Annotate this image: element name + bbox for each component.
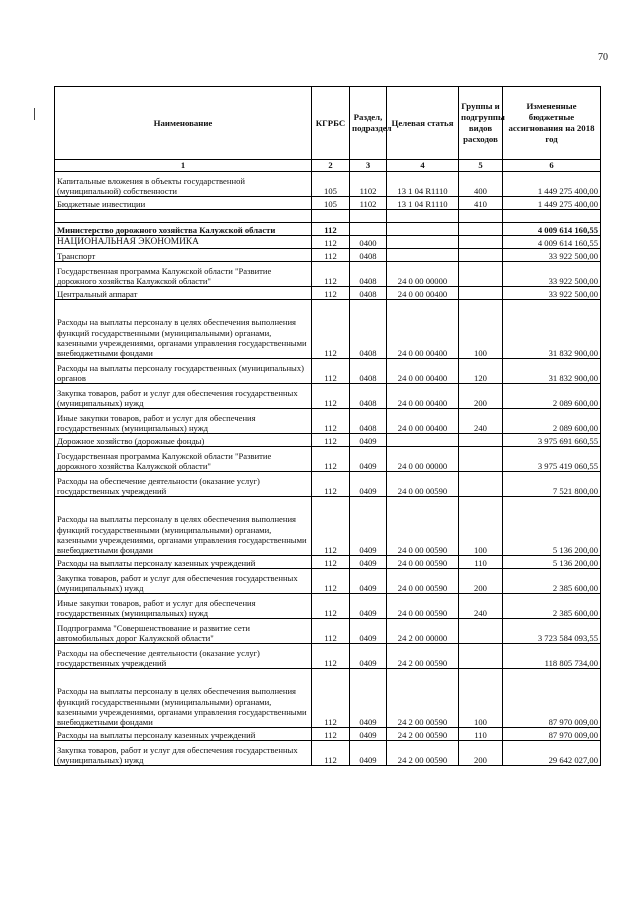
cell-name: Закупка товаров, работ и услуг для обеспечения государственных (муниципальных) нужд <box>55 384 312 409</box>
cell-type <box>459 262 503 287</box>
cell-kgrbs: 112 <box>312 447 350 472</box>
cell-kgrbs: 112 <box>312 236 350 249</box>
cell-sum: 31 832 900,00 <box>503 300 601 359</box>
cell-kgrbs: 105 <box>312 197 350 210</box>
cell-section: 0409 <box>350 447 387 472</box>
cell-name: Государственная программа Калужской области "Развитие дорожного хозяйства Калужской области" <box>55 262 312 287</box>
cell-sum: 87 970 009,00 <box>503 669 601 728</box>
cell-kgrbs: 112 <box>312 497 350 556</box>
cell-name: Капитальные вложения в объекты государственной (муниципальной) собственности <box>55 172 312 197</box>
cell-section: 0409 <box>350 669 387 728</box>
cell-sum: 29 642 027,00 <box>503 741 601 766</box>
cell-type: 100 <box>459 669 503 728</box>
table-row <box>55 644 601 669</box>
col-number: 5 <box>459 160 503 172</box>
cell-article <box>387 236 459 249</box>
cell-name: Закупка товаров, работ и услуг для обеспечения государственных (муниципальных) нужд <box>55 741 312 766</box>
cell-section: 0408 <box>350 262 387 287</box>
table-row <box>55 249 601 262</box>
cell-kgrbs: 112 <box>312 262 350 287</box>
cell-sum: 2 385 600,00 <box>503 594 601 619</box>
cell-name: Расходы на выплаты персоналу казенных учреждений <box>55 728 312 741</box>
header-allocations: Измененные бюджетные ассигнования на 2018 год <box>503 87 601 160</box>
cell-sum: 118 805 734,00 <box>503 644 601 669</box>
cell-name: Расходы на выплаты персоналу в целях обеспечения выполнения функций государственными (муниципальными) органами, казенными учреждениями, органами управления государственными внебюджетными фондами <box>55 669 312 728</box>
table-row <box>55 741 601 766</box>
cell-type: 100 <box>459 300 503 359</box>
cell-section: 0408 <box>350 384 387 409</box>
cell-sum: 3 975 419 060,55 <box>503 447 601 472</box>
cell-section: 0408 <box>350 287 387 300</box>
cell-article: 24 0 00 00400 <box>387 359 459 384</box>
cell-type <box>459 223 503 236</box>
cell-name: Подпрограмма "Совершенствование и развитие сети автомобильных дорог Калужской области" <box>55 619 312 644</box>
cell-type: 200 <box>459 741 503 766</box>
cell-article <box>387 434 459 447</box>
cell-section: 0409 <box>350 472 387 497</box>
table-row <box>55 447 601 472</box>
cell-sum: 31 832 900,00 <box>503 359 601 384</box>
cell-kgrbs: 112 <box>312 249 350 262</box>
cell-name: Расходы на выплаты персоналу в целях обеспечения выполнения функций государственными (муниципальными) органами, казенными учреждениями, органами управления государственными внебюджетными фондами <box>55 497 312 556</box>
cell-type: 200 <box>459 384 503 409</box>
header-name: Наименование <box>55 87 312 160</box>
table-row <box>55 262 601 287</box>
cell-section: 0408 <box>350 300 387 359</box>
cell-article: 24 2 00 00590 <box>387 669 459 728</box>
table-row <box>55 569 601 594</box>
table-row <box>55 409 601 434</box>
cell-article: 24 2 00 00590 <box>387 728 459 741</box>
cell-kgrbs: 112 <box>312 300 350 359</box>
cell-type: 200 <box>459 569 503 594</box>
cell-kgrbs: 112 <box>312 556 350 569</box>
cell-type <box>459 434 503 447</box>
col-number: 1 <box>55 160 312 172</box>
cell-name <box>55 210 312 223</box>
cell-type: 120 <box>459 359 503 384</box>
cell-sum: 87 970 009,00 <box>503 728 601 741</box>
cell-section: 0409 <box>350 434 387 447</box>
cell-article <box>387 223 459 236</box>
cell-name: Дорожное хозяйство (дорожные фонды) <box>55 434 312 447</box>
cell-section: 0409 <box>350 556 387 569</box>
cell-section: 0409 <box>350 594 387 619</box>
cell-sum <box>503 210 601 223</box>
cell-section: 0408 <box>350 359 387 384</box>
cell-type <box>459 447 503 472</box>
page-number: 70 <box>598 52 608 63</box>
cell-type <box>459 644 503 669</box>
cell-article: 24 0 00 00590 <box>387 594 459 619</box>
col-number: 4 <box>387 160 459 172</box>
table-row <box>55 223 601 236</box>
column-number-row <box>55 160 601 172</box>
col-number: 3 <box>350 160 387 172</box>
table-row <box>55 384 601 409</box>
cell-kgrbs: 112 <box>312 669 350 728</box>
cell-name: Расходы на выплаты персоналу в целях обеспечения выполнения функций государственными (муниципальными) органами, казенными учреждениями, органами управления государственными внебюджетными фондами <box>55 300 312 359</box>
cell-kgrbs: 112 <box>312 569 350 594</box>
cell-name: Расходы на выплаты персоналу казенных учреждений <box>55 556 312 569</box>
header-kgrbs: КГРБС <box>312 87 350 160</box>
cell-type <box>459 210 503 223</box>
cell-section: 0409 <box>350 728 387 741</box>
cell-sum: 1 449 275 400,00 <box>503 197 601 210</box>
cell-name: Министерство дорожного хозяйства Калужской области <box>55 223 312 236</box>
cell-article: 24 0 00 00000 <box>387 262 459 287</box>
cell-kgrbs: 112 <box>312 741 350 766</box>
cell-sum: 3 723 584 093,55 <box>503 619 601 644</box>
cell-section: 0409 <box>350 569 387 594</box>
cell-kgrbs: 112 <box>312 472 350 497</box>
cell-sum: 2 089 600,00 <box>503 409 601 434</box>
cell-sum: 7 521 800,00 <box>503 472 601 497</box>
cell-type <box>459 619 503 644</box>
table-row <box>55 359 601 384</box>
cell-sum: 2 385 600,00 <box>503 569 601 594</box>
cell-kgrbs: 105 <box>312 172 350 197</box>
table-row <box>55 669 601 728</box>
cell-sum: 4 009 614 160,55 <box>503 223 601 236</box>
cell-sum: 3 975 691 660,55 <box>503 434 601 447</box>
cell-kgrbs: 112 <box>312 409 350 434</box>
cell-type: 110 <box>459 728 503 741</box>
cell-article: 24 0 00 00590 <box>387 472 459 497</box>
cell-kgrbs: 112 <box>312 594 350 619</box>
cell-article: 24 2 00 00000 <box>387 619 459 644</box>
cell-article: 24 2 00 00590 <box>387 741 459 766</box>
table-row <box>55 619 601 644</box>
cell-kgrbs: 112 <box>312 359 350 384</box>
cell-article: 24 0 00 00590 <box>387 556 459 569</box>
cell-section: 0400 <box>350 236 387 249</box>
cell-name: Закупка товаров, работ и услуг для обеспечения государственных (муниципальных) нужд <box>55 569 312 594</box>
cell-kgrbs: 112 <box>312 223 350 236</box>
cell-kgrbs <box>312 210 350 223</box>
table-row <box>55 236 601 249</box>
cell-type: 110 <box>459 556 503 569</box>
cell-article: 24 0 00 00400 <box>387 384 459 409</box>
cell-article: 24 2 00 00590 <box>387 644 459 669</box>
cell-section: 0408 <box>350 249 387 262</box>
cell-type: 400 <box>459 172 503 197</box>
cell-article <box>387 210 459 223</box>
cell-kgrbs: 112 <box>312 434 350 447</box>
cell-name: Иные закупки товаров, работ и услуг для обеспечения государственных (муниципальных) нужд <box>55 594 312 619</box>
table-row <box>55 594 601 619</box>
cell-article: 24 0 00 00590 <box>387 569 459 594</box>
table-row-blank <box>55 210 601 223</box>
cell-sum: 1 449 275 400,00 <box>503 172 601 197</box>
cell-section <box>350 210 387 223</box>
cell-type <box>459 472 503 497</box>
table-row <box>55 287 601 300</box>
table-row <box>55 172 601 197</box>
cell-name: Иные закупки товаров, работ и услуг для обеспечения государственных (муниципальных) нужд <box>55 409 312 434</box>
cell-sum: 33 922 500,00 <box>503 262 601 287</box>
header-target-article: Целевая статья <box>387 87 459 160</box>
cell-article: 24 0 00 00000 <box>387 447 459 472</box>
cell-name: Расходы на выплаты персоналу государственных (муниципальных) органов <box>55 359 312 384</box>
cell-article: 24 0 00 00400 <box>387 287 459 300</box>
cell-name: Государственная программа Калужской области "Развитие дорожного хозяйства Калужской области" <box>55 447 312 472</box>
cell-kgrbs: 112 <box>312 728 350 741</box>
cell-sum: 4 009 614 160,55 <box>503 236 601 249</box>
cell-name: Расходы на обеспечение деятельности (оказание услуг) государственных учреждений <box>55 472 312 497</box>
cell-article: 13 1 04 R1110 <box>387 172 459 197</box>
table-row <box>55 497 601 556</box>
table-row <box>55 300 601 359</box>
cell-type: 100 <box>459 497 503 556</box>
cell-kgrbs: 112 <box>312 619 350 644</box>
header-row <box>55 87 601 160</box>
cell-type <box>459 236 503 249</box>
cell-kgrbs: 112 <box>312 384 350 409</box>
cell-article <box>387 249 459 262</box>
cell-section: 0409 <box>350 741 387 766</box>
budget-table <box>54 86 601 766</box>
cell-name: НАЦИОНАЛЬНАЯ ЭКОНОМИКА <box>55 236 312 249</box>
cell-article: 24 0 00 00590 <box>387 497 459 556</box>
cell-section: 0409 <box>350 497 387 556</box>
cell-sum: 5 136 200,00 <box>503 556 601 569</box>
cell-name: Бюджетные инвестиции <box>55 197 312 210</box>
cell-section: 1102 <box>350 172 387 197</box>
cell-name: Центральный аппарат <box>55 287 312 300</box>
cell-sum: 5 136 200,00 <box>503 497 601 556</box>
cell-name: Расходы на обеспечение деятельности (оказание услуг) государственных учреждений <box>55 644 312 669</box>
cell-article: 24 0 00 00400 <box>387 409 459 434</box>
cell-sum: 33 922 500,00 <box>503 287 601 300</box>
cell-section <box>350 223 387 236</box>
table-row <box>55 197 601 210</box>
table-row <box>55 728 601 741</box>
table-row <box>55 434 601 447</box>
cell-sum: 2 089 600,00 <box>503 384 601 409</box>
cell-article: 13 1 04 R1110 <box>387 197 459 210</box>
header-section: Раздел, подраздел <box>350 87 387 160</box>
cell-section: 0408 <box>350 409 387 434</box>
cell-section: 0409 <box>350 619 387 644</box>
cell-type: 410 <box>459 197 503 210</box>
col-number: 6 <box>503 160 601 172</box>
cell-sum: 33 922 500,00 <box>503 249 601 262</box>
cell-section: 0409 <box>350 644 387 669</box>
cell-section: 1102 <box>350 197 387 210</box>
table-row <box>55 472 601 497</box>
col-number: 2 <box>312 160 350 172</box>
cell-kgrbs: 112 <box>312 644 350 669</box>
margin-mark <box>34 108 35 120</box>
cell-kgrbs: 112 <box>312 287 350 300</box>
header-expense-groups: Группы и подгруппы видов расходов <box>459 87 503 160</box>
cell-type <box>459 249 503 262</box>
cell-name: Транспорт <box>55 249 312 262</box>
cell-type <box>459 287 503 300</box>
cell-type: 240 <box>459 409 503 434</box>
cell-type: 240 <box>459 594 503 619</box>
table-row <box>55 556 601 569</box>
cell-article: 24 0 00 00400 <box>387 300 459 359</box>
